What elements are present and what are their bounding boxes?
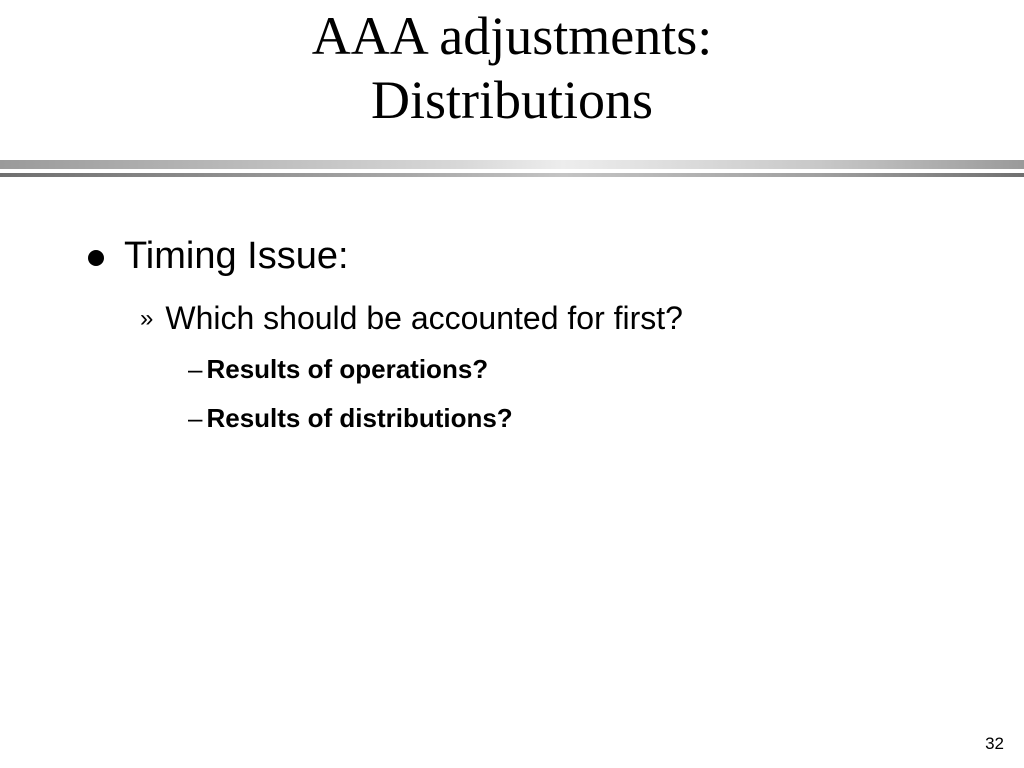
title-divider-bottom [0, 173, 1024, 177]
sub-sub-bullet-text: Results of operations? [206, 354, 489, 384]
bullet-timing-issue [88, 232, 349, 280]
double-chevron-icon: » [140, 305, 154, 332]
title-divider-top [0, 160, 1024, 169]
sub-bullet-question [140, 297, 683, 340]
sub-sub-bullet-operations [188, 352, 488, 386]
bullet-text: Timing Issue: [124, 235, 349, 277]
title-line-2: Distributions [370, 70, 654, 130]
sub-bullet-text: Which should be accounted for first? [165, 300, 683, 336]
sub-sub-bullet-text: Results of distributions? [206, 403, 513, 433]
dash-icon: – [188, 403, 203, 433]
page-number: 32 [985, 734, 1004, 753]
slide-title [0, 4, 1024, 132]
bullet-dot-icon [88, 250, 104, 266]
sub-sub-bullet-distributions [188, 401, 513, 435]
dash-icon: – [188, 354, 203, 384]
title-line-1: AAA adjustments: [311, 6, 713, 66]
